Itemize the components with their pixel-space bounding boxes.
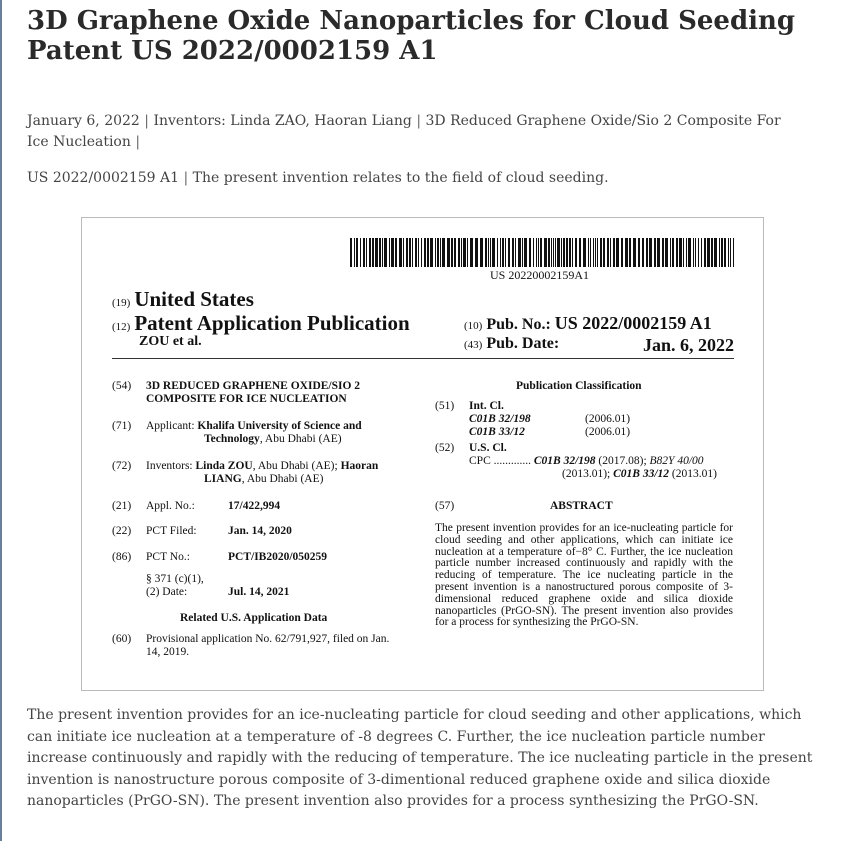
barcode-bar [384,238,387,267]
header-rule [112,358,734,359]
barcode-bar [625,238,628,267]
post-inventors: Inventors: Linda ZAO, Haoran Liang [153,113,412,129]
barcode-bar [730,238,731,267]
barcode-bar [701,238,702,267]
barcode-bar [451,238,453,267]
barcode-bar [616,238,619,267]
barcode-bar [415,238,417,267]
barcode-bar [563,238,565,267]
barcode-bar [375,238,378,267]
barcode-bar [412,238,413,267]
field-54: (54) 3D REDUCED GRAPHENE OXIDE/SIO 2 COMPOSITE FOR ICE NUCLEATION [112,380,361,405]
barcode-bar [721,238,723,267]
barcode-bar [704,238,706,267]
barcode-bar [360,238,361,267]
pub-type-line: (12) Patent Application Publication [112,311,410,335]
field-51: (51) Int. Cl. C01B 32/198 (2006.01) C01B 33/12 (2006.01) [435,400,631,438]
barcode-bar [409,238,411,267]
barcode-bar [461,238,462,267]
barcode-bar [467,238,468,267]
barcode-bar [724,238,726,267]
barcode-bar [508,238,510,267]
applicant-short: ZOU et al. [139,334,202,349]
field-60: (60) Provisional application No. 62/791,927, filed on Jan. 14, 2019. [112,633,390,658]
barcode-bar [665,238,668,267]
barcode-bar [418,238,419,267]
barcode-bar [670,238,671,267]
barcode-bar [679,238,682,267]
barcode-bar [389,238,390,267]
barcode-bar [515,238,516,267]
barcode-bar [391,238,394,267]
barcode-bar [424,238,426,267]
barcode-bar [529,238,531,267]
barcode-bar [649,238,652,267]
barcode-bar [686,238,687,267]
barcode-bar [561,238,562,267]
barcode-bar [719,238,720,267]
barcode-bar [583,238,586,267]
barcode-bar [395,238,397,267]
page-title: 3D Graphene Oxide Nanoparticles for Cloud Seeding Patent US 2022/0002159 A1 [27,6,796,66]
barcode-bar [500,238,501,267]
barcode-bar [557,238,560,267]
barcode-bar [569,238,571,267]
barcode-bar [662,238,664,267]
abstract-text: The present invention provides for an ice-nucleating particle for cloud seeding and other applications, which can initiate ice nucleation at a temperature of−8° C. Further, the ice nucleation particle number increased continuously and rapidly with the reducing of temperature. The ice nucleating particle in the present invention is a nanostructured porous composite of 3-dimensional reduced graphene oxide and silica dioxide nanoparticles (PrGO-SN). The present invention also provides for a process for synthesizing the PrGO-SN. [435,522,733,629]
barcode-bar [657,238,660,267]
barcode-bar [512,238,514,267]
barcode-bar [572,238,573,267]
barcode-bar [621,238,623,267]
barcode-number: US 20220002159A1 [490,268,590,282]
barcode-bar [350,238,352,267]
barcode-bar [475,238,478,267]
barcode-bar [728,238,729,267]
barcode-bar [502,238,504,267]
barcode-bar [354,238,355,267]
barcode-bar [695,238,696,267]
barcode-bar [588,238,589,267]
barcode-bar [553,238,554,267]
barcode-bar [538,238,539,267]
barcode-bar [356,238,358,267]
barcode-bar [575,238,577,267]
pub-class-heading: Publication Classification [516,380,642,392]
barcode-bar [505,238,506,267]
field-22: (22) PCT Filed: Jan. 14, 2020 [112,525,292,537]
barcode-bar [579,238,581,267]
barcode-bar [638,238,640,267]
barcode-bar [544,238,547,267]
barcode-bar [707,238,710,267]
barcode-bar [490,238,491,267]
barcode-bar [610,238,611,267]
barcode-bar [363,238,365,267]
left-accent-bar [0,0,2,841]
field-57: (57) ABSTRACT [435,500,613,512]
barcode-bar [548,238,550,267]
barcode-bar [480,238,483,267]
barcode-bar [533,238,534,267]
patent-number: US 2022/0002159 A1 [27,170,180,186]
barcode-bar [540,238,542,267]
post-date: January 6, 2022 [27,113,140,129]
barcode-bar [382,238,383,267]
field-86: (86) PCT No.: PCT/IB2020/050259 [112,551,328,563]
country-line: (19) United States [112,287,254,311]
barcode-bar [633,238,636,267]
barcode-bar [421,238,422,267]
barcode-bar [555,238,556,267]
barcode [350,238,734,267]
barcode-bar [369,238,371,267]
barcode-bar [590,238,591,267]
post-summary: US 2022/0002159 A1 | The present invention relates to the field of cloud seeding. [27,170,609,186]
barcode-bar [522,238,523,267]
barcode-bar [593,238,594,267]
field-71: (71) Applicant: Khalifa University of Science and Technology, Abu Dhabi (AE) [112,420,362,445]
barcode-bar [488,238,489,267]
barcode-bar [551,238,552,267]
barcode-bar [440,238,441,267]
barcode-bar [518,238,521,267]
barcode-bar [372,238,374,267]
barcode-bar [672,238,674,267]
patent-image [81,217,764,691]
barcode-bar [698,238,699,267]
barcode-bar [447,238,450,267]
barcode-bar [600,238,602,267]
barcode-bar [470,238,473,267]
pub-no-line: (10) Pub. No.: US 2022/0002159 A1 [464,313,712,333]
barcode-bar [399,238,402,267]
barcode-bar [485,238,487,267]
barcode-bar [688,238,691,267]
barcode-bar [711,238,713,267]
field-72: (72) Inventors: Linda ZOU, Abu Dhabi (AE); Haoran LIANG, Abu Dhabi (AE) [112,460,379,485]
field-371: § 371 (c)(1), (2) Date: Jul. 14, 2021 [146,573,290,598]
barcode-bar [435,238,436,267]
related-heading: Related U.S. Application Data [180,612,328,624]
barcode-bar [683,238,684,267]
field-52: (52) U.S. Cl. CPC ............. C01B 32/198 (2017.08); B82Y 40/00 (2013.01); C01B 33/12 (2013.01) [435,442,717,480]
barcode-bar [566,238,568,267]
barcode-bar [406,238,408,267]
barcode-bar [366,238,367,267]
barcode-bar [524,238,527,267]
barcode-bar [613,238,615,267]
barcode-bar [597,238,598,267]
barcode-bar [442,238,445,267]
barcode-bar [733,238,734,267]
barcode-bar [654,238,656,267]
barcode-bar [642,238,644,267]
barcode-bar [403,238,404,267]
barcode-bar [714,238,717,267]
barcode-bar [607,238,609,267]
post-category[interactable]: 3D Reduced Graphene Oxide/Sio 2 Composite For Ice Nucleation [27,113,781,150]
post-meta: January 6, 2022 | Inventors: Linda ZAO, Haoran Liang | 3D Reduced Graphene Oxide/Sio 2 Composite For Ice Nucleation | [27,113,781,150]
barcode-bar [693,238,694,267]
summary-text: The present invention relates to the field of cloud seeding. [192,170,609,186]
barcode-bar [437,238,439,267]
barcode-bar [603,238,605,267]
barcode-bar [646,238,648,267]
barcode-bar [430,238,433,267]
barcode-bar [427,238,429,267]
barcode-bar [497,238,498,267]
barcode-bar [676,238,678,267]
barcode-bar [463,238,466,267]
barcode-bar [629,238,631,267]
description-text: The present invention provides for an ice-nucleating particle for cloud seeding and other applications, which can initiate ice nucleation at a temperature of -8 degrees C. Further, the ice nucleation particle number increase continuously and rapidly with the reducing of temperature. The ice nucleating particle in the present invention is nanostructure porous composite of 3-dimentional reduced graphene oxide and silica dioxide nanoparticles (PrGO-SN). The present invention also provides for a process synthesizing the PrGO-SN. [27,707,813,809]
barcode-bar [379,238,381,267]
barcode-bar [458,238,460,267]
barcode-bar [492,238,495,267]
barcode-bar [536,238,537,267]
pub-date-line: (43) Pub. Date: Jan. 6, 2022 [464,335,734,355]
barcode-bar [454,238,456,267]
field-21: (21) Appl. No.: 17/422,994 [112,500,281,512]
barcode-bar [595,238,596,267]
